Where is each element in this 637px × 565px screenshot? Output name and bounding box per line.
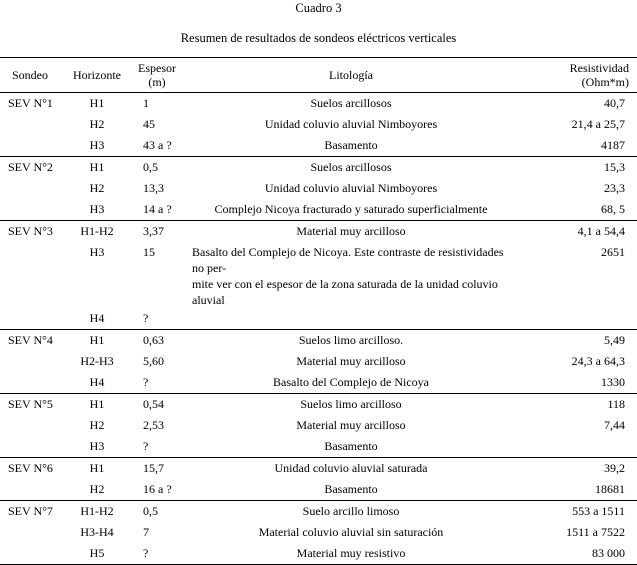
resistividad-cell: 1511 a 7522 <box>566 525 625 539</box>
espesor-cell: 45 <box>143 117 155 131</box>
resistividad-cell: 5,49 <box>518 330 637 352</box>
table-row <box>0 522 637 543</box>
horizonte-cell: H2 <box>89 418 105 432</box>
espesor-cell: 15 <box>143 245 155 259</box>
espesor-cell: 15,7 <box>130 458 184 480</box>
espesor-cell: 0,63 <box>130 330 184 352</box>
resistividad-cell: 24,3 a 64,3 <box>571 354 625 368</box>
resistividad-cell: 553 a 1511 <box>518 501 637 523</box>
litologia-cell: Material muy arcilloso <box>296 354 406 368</box>
espesor-cell: ? <box>130 543 184 565</box>
table-row <box>0 372 637 394</box>
table-row <box>0 351 637 372</box>
litologia-cell: Unidad coluvio aluvial Nimboyores <box>264 117 438 131</box>
espesor-cell: ? <box>143 439 149 453</box>
horizonte-cell: H1 <box>64 157 130 179</box>
litologia-cell: Suelo arcillo limoso <box>184 501 518 523</box>
horizonte-cell: H1 <box>64 93 130 115</box>
espesor-cell: 3,37 <box>130 221 184 243</box>
table-row <box>0 242 637 308</box>
horizonte-cell: H2 <box>89 482 105 496</box>
sondeo-cell <box>0 415 64 436</box>
horizonte-cell: H2-H3 <box>80 354 114 368</box>
table-row <box>0 308 637 330</box>
horizonte-cell: H1 <box>64 458 130 480</box>
column-header-espesor: Espesor (m) <box>130 58 184 93</box>
litologia-cell: Unidad coluvio aluvial saturada <box>184 458 518 480</box>
resistividad-cell <box>518 308 637 330</box>
sondeo-cell <box>0 522 64 543</box>
litologia-cell: Suelos arcillosos <box>184 93 518 115</box>
sondeo-cell <box>0 199 64 221</box>
sondeo-cell <box>0 372 64 394</box>
litologia-line: Basalto del Complejo de Nicoya. Este contraste de resistividades no per- <box>192 245 504 275</box>
resistividad-cell <box>518 436 637 458</box>
espesor-cell: 0,5 <box>130 501 184 523</box>
horizonte-cell: H2 <box>89 117 105 131</box>
horizonte-cell: H1 <box>64 394 130 416</box>
table-number: Cuadro 3 <box>295 1 342 15</box>
horizonte-cell: H1 <box>64 330 130 352</box>
resistividad-cell: 68, 5 <box>601 202 625 216</box>
table-row <box>0 157 637 179</box>
table-row <box>0 93 637 115</box>
table-row <box>0 330 637 352</box>
sondeo-cell: SEV N°1 <box>0 93 64 115</box>
espesor-cell: 7 <box>143 525 149 539</box>
resistividad-cell: 15,3 <box>518 157 637 179</box>
espesor-cell: 0,5 <box>130 157 184 179</box>
results-table <box>0 57 637 565</box>
resistividad-cell: 18681 <box>595 482 625 496</box>
sondeo-cell <box>0 479 64 501</box>
sondeo-cell <box>0 351 64 372</box>
table-row <box>0 114 637 135</box>
resistividad-cell: 7,44 <box>604 418 625 432</box>
resistividad-cell: 2651 <box>601 245 625 259</box>
litologia-cell: Basamento <box>324 439 378 453</box>
litologia-cell: Unidad coluvio aluvial Nimboyores <box>264 181 438 195</box>
sondeo-cell <box>0 242 64 308</box>
horizonte-cell: H3-H4 <box>80 525 114 539</box>
litologia-cell: Basamento <box>324 482 378 496</box>
horizonte-cell: H1-H2 <box>64 501 130 523</box>
sondeo-cell: SEV N°4 <box>0 330 64 352</box>
table-body <box>0 93 637 565</box>
resistividad-cell: 118 <box>518 394 637 416</box>
resistividad-cell: 83 000 <box>518 543 637 565</box>
column-header-resistividad: Resistividad (Ohm*m) <box>518 58 637 93</box>
horizonte-cell: H3 <box>89 439 105 453</box>
resistividad-cell: 4,1 a 54,4 <box>518 221 637 243</box>
litologia-cell: Material coluvio aluvial sin saturación <box>258 525 444 539</box>
litologia-cell: Material muy arcilloso <box>184 221 518 243</box>
table-row <box>0 458 637 480</box>
table-row <box>0 436 637 458</box>
litologia-cell: Suelos limo arcilloso <box>184 394 518 416</box>
sondeo-cell: SEV N°7 <box>0 501 64 523</box>
litologia-cell <box>184 242 518 308</box>
column-header-sondeo: Sondeo <box>0 58 64 93</box>
espesor-cell: 43 a ? <box>143 138 172 152</box>
sondeo-cell <box>0 178 64 199</box>
espesor-cell: ? <box>143 375 149 389</box>
horizonte-cell: H1-H2 <box>64 221 130 243</box>
sondeo-cell: SEV N°6 <box>0 458 64 480</box>
table-row <box>0 178 637 199</box>
litologia-cell: Complejo Nicoya fracturado y saturado superficialmente <box>214 202 488 216</box>
sondeo-cell <box>0 543 64 565</box>
sondeo-cell <box>0 114 64 135</box>
espesor-cell: 16 a ? <box>143 482 172 496</box>
table-row <box>0 394 637 416</box>
sondeo-cell: SEV N°3 <box>0 221 64 243</box>
table-title: Resumen de resultados de sondeos eléctricos verticales <box>180 31 457 45</box>
resistividad-cell: 1330 <box>601 375 625 389</box>
litologia-line: mite ver con el espesor de la zona saturada de la unidad coluvio aluvial <box>192 277 498 307</box>
table-row <box>0 221 637 243</box>
sondeo-cell <box>0 135 64 157</box>
litologia-cell: Material muy resistivo <box>184 543 518 565</box>
table-row <box>0 415 637 436</box>
horizonte-cell: H3 <box>89 245 105 259</box>
horizonte-cell: H3 <box>89 202 105 216</box>
litologia-cell: Basalto del Complejo de Nicoya <box>273 375 429 389</box>
litologia-cell: Basamento <box>324 138 378 152</box>
table-row <box>0 135 637 157</box>
sondeo-cell <box>0 308 64 330</box>
espesor-cell: 14 a ? <box>143 202 172 216</box>
litologia-cell: Suelos limo arcilloso. <box>184 330 518 352</box>
litologia-cell <box>184 308 518 330</box>
horizonte-cell: H4 <box>89 375 105 389</box>
table-row <box>0 199 637 221</box>
resistividad-cell: 23,3 <box>604 181 625 195</box>
sondeo-cell: SEV N°2 <box>0 157 64 179</box>
espesor-cell: 1 <box>130 93 184 115</box>
table-row <box>0 479 637 501</box>
espesor-cell: 2,53 <box>143 418 164 432</box>
column-header-horizonte: Horizonte <box>64 58 130 93</box>
horizonte-cell: H5 <box>64 543 130 565</box>
horizonte-cell: H4 <box>89 311 105 325</box>
sondeo-cell <box>0 436 64 458</box>
espesor-cell: ? <box>143 311 149 325</box>
resistividad-cell: 40,7 <box>518 93 637 115</box>
espesor-cell: 13,3 <box>143 181 164 195</box>
horizonte-cell: H3 <box>89 138 105 152</box>
table-row <box>0 543 637 565</box>
litologia-cell: Material muy arcilloso <box>296 418 406 432</box>
resistividad-cell: 39,2 <box>518 458 637 480</box>
espesor-cell: 5,60 <box>143 354 164 368</box>
column-header-litologia: Litología <box>184 58 518 93</box>
header-row <box>0 58 637 93</box>
espesor-cell: 0,54 <box>130 394 184 416</box>
table-row <box>0 501 637 523</box>
horizonte-cell: H2 <box>89 181 105 195</box>
resistividad-cell: 4187 <box>601 138 625 152</box>
litologia-cell: Suelos arcillosos <box>184 157 518 179</box>
resistividad-cell: 21,4 a 25,7 <box>571 117 625 131</box>
sondeo-cell: SEV N°5 <box>0 394 64 416</box>
